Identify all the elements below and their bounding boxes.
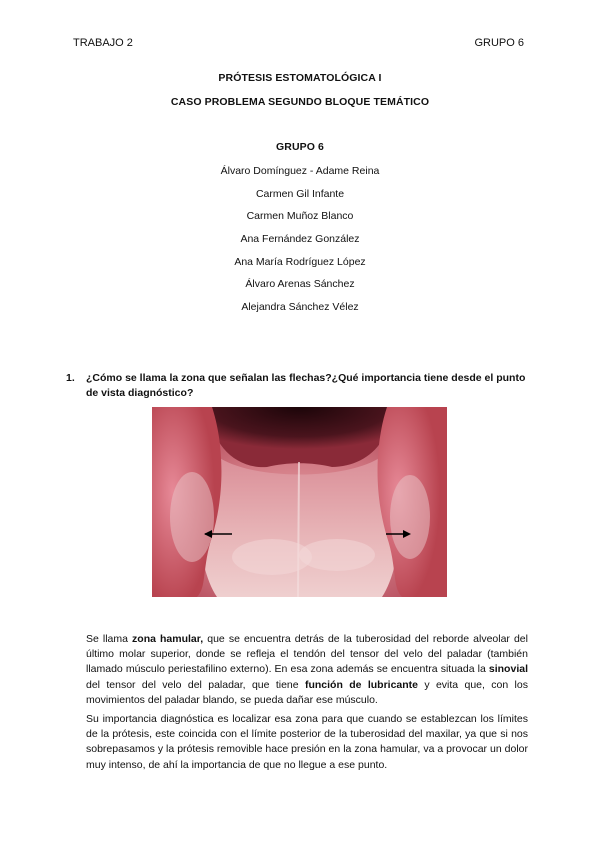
document-subtitle: CASO PROBLEMA SEGUNDO BLOQUE TEMÁTICO (170, 96, 430, 108)
answer-paragraph-2: Su importancia diagnóstica es localizar esa zona para que cuando se establezcan los límites de la prótesis, este coincida con el límite posterior de la tuberosidad del maxilar, ya que si nos sobrepasamos y la prótesis removible hace presión en la zona hamular, va a provocar un dolor muy intenso, de ahí la importancia de que no llegue a ese punto. (86, 713, 528, 771)
text-run: del tensor del velo del paladar, que tiene (86, 678, 305, 691)
term-funcion-lubricante: función de lubricante (304, 678, 418, 691)
term-zona-hamular: zona hamular, (132, 633, 204, 645)
text-run: que se encuentra detrás de la tuberosidad del reborde alveolar del último molar superior, donde se refleja el tendón del tensor del velo del paladar (también llamado músculo periestafilino externo). En esa zona además se encuentra situada la (86, 633, 528, 676)
document-title: PRÓTESIS ESTOMATOLÓGICA I (218, 72, 382, 84)
author-name: Ana María Rodríguez López (234, 256, 366, 268)
text-run: y evita que, con los movimientos del paladar blando, se pueda dañar ese músculo. (86, 678, 528, 706)
author-name: Alejandra Sánchez Vélez (241, 301, 359, 313)
group-heading: GRUPO 6 (276, 141, 324, 153)
author-name: Carmen Gil Infante (255, 188, 345, 200)
header-left: TRABAJO 2 (73, 37, 133, 49)
author-name: Álvaro Domínguez - Adame Reina (220, 165, 380, 177)
author-name: Álvaro Arenas Sánchez (245, 278, 355, 290)
answer-paragraph-1 (86, 632, 528, 708)
palate-photo (152, 407, 447, 597)
author-name: Carmen Muñoz Blanco (246, 210, 354, 222)
header-right: GRUPO 6 (474, 37, 524, 49)
question-text: ¿Cómo se llama la zona que señalan las flechas?¿Qué importancia tiene desde el punto de vista diagnóstico? (86, 372, 526, 399)
author-name: Ana Fernández González (240, 233, 360, 245)
question-number: 1. (66, 372, 75, 384)
text-run: Se llama (86, 633, 133, 645)
question-1 (66, 371, 536, 401)
term-sinovial: sinovial (488, 663, 528, 676)
